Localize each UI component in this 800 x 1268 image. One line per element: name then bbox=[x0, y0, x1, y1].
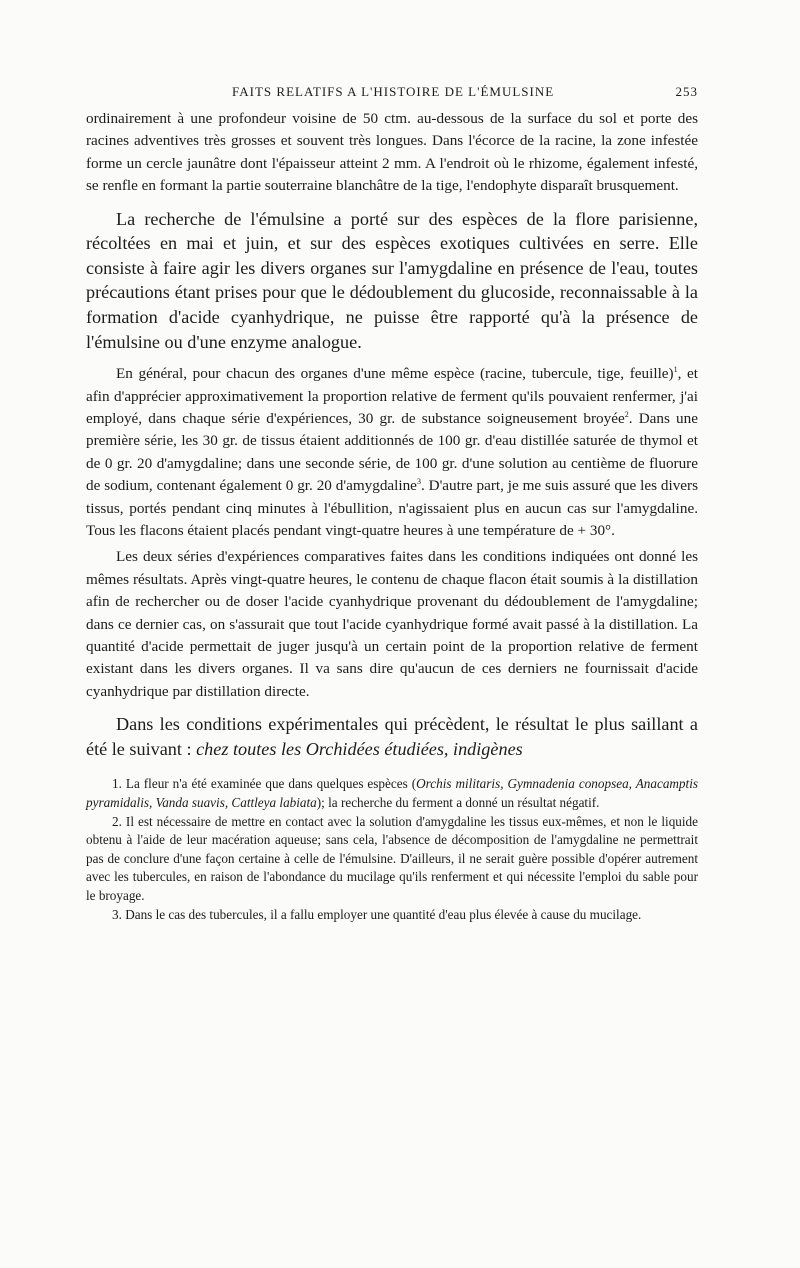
method-text-2: , et afin d'apprécier approximativement la proportion relative de ferment qu'ils pouvaient renfermer, j'ai employé, dans chaque série d'expériences, 30 gr. de substance soigneusement broyée bbox=[86, 365, 698, 427]
method-text-1: En général, pour chacun des organes d'une même espèce (racine, tubercule, tige, feuille) bbox=[116, 365, 674, 383]
paragraph-method bbox=[86, 363, 698, 542]
page-number: 253 bbox=[675, 84, 698, 99]
conclusion-text: Dans les conditions expérimentales qui précèdent, le résultat le plus saillant a été le suivant : bbox=[86, 714, 698, 759]
footnote-3-number: 3. bbox=[112, 906, 122, 922]
running-head bbox=[86, 84, 698, 108]
footnote-1-text-a: La fleur n'a été examinée que dans quelques espèces ( bbox=[125, 776, 417, 792]
running-title: FAITS RELATIFS A L'HISTOIRE DE L'ÉMULSINE bbox=[232, 84, 555, 99]
paragraph-continuation: ordinairement à une profondeur voisine de 50 ctm. au-dessous de la surface du sol et porte des racines adventives très grosses et souvent très longues. Dans l'écorce de la racine, la zone infestée forme un cercle jaunâtre dont l'épaisseur atteint 2 mm. A l'endroit où le rhizome, également infesté, se renfle en formant la partie souterraine blanchâtre de la tige, l'endophyte disparaît brusquement. bbox=[86, 110, 698, 195]
footnote-2-number: 2. bbox=[112, 813, 122, 829]
footnote-1-species: Orchis militaris, Gymnadenia conopsea, Anacamptis pyramidalis, Vanda suavis, Cattleya labiata bbox=[86, 776, 698, 811]
footnote-1 bbox=[86, 775, 698, 812]
footnote-ref-1: 1 bbox=[673, 365, 678, 375]
footnote-3 bbox=[86, 906, 698, 925]
footnote-3-text: Dans le cas des tubercules, il a fallu employer une quantité d'eau plus élevée à cause du mucilage. bbox=[125, 906, 642, 922]
footnote-1-number: 1. bbox=[112, 776, 122, 792]
paragraph-emulsine-research: La recherche de l'émulsine a porté sur des espèces de la flore parisienne, récoltées en mai et juin, et sur des espèces exotiques cultivées en serre. Elle consiste à faire agir les divers organes sur l'amygdaline en présence de l'eau, toutes précautions étant prises pour que le dédoublement du glucoside, reconnaissable à la formation d'acide cyanhydrique, ne puisse être rapporté qu'à la présence de l'émulsine ou d'une enzyme analogue. bbox=[86, 208, 698, 352]
footnote-2 bbox=[86, 813, 698, 906]
footnote-ref-3: 3 bbox=[416, 477, 421, 487]
footnote-1-text-b: ); la recherche du ferment a donné un résultat négatif. bbox=[316, 795, 600, 811]
method-text-4: . D'autre part, je me suis assuré que les divers tissus, portés pendant cinq minutes à l'ébullition, n'agissaient plus en aucun cas sur l'amygdaline. Tous les flacons étaient placés pendant vingt-quatre heures à une température de + 30°. bbox=[86, 477, 699, 540]
paragraph-results: Les deux séries d'expériences comparatives faites dans les conditions indiquées ont donné les mêmes résultats. Après vingt-quatre heures, le contenu de chaque flacon était soumis à la distillation afin de rechercher ou de doser l'acide cyanhydrique provenant du dédoublement de l'amygdaline; dans ce dernier cas, on s'assurait que tout l'acide cyanhydrique formé avait passé à la distillation. La quantité d'acide permettait de juger jusqu'à un certain point de la proportion relative de ferment existant dans les divers organes. Il va sans dire qu'aucun de ces derniers ne fournissait d'acide cyanhydrique par distillation directe. bbox=[86, 548, 698, 700]
footnote-ref-2: 2 bbox=[624, 409, 629, 419]
footnote-2-text: Il est nécessaire de mettre en contact avec la solution d'amygdaline les tissus eux-mêmes, et non le liquide obtenu à l'aide de leur macération aqueuse; sans cela, l'absence de décomposition de l'amygdaline ne permettrait pas de conclure d'une façon certaine à celle de l'émulsine. D'ailleurs, il ne serait guère possible d'opérer autrement avec les tubercules, en raison de l'abondance du mucilage qu'ils renferment et qui nécessite l'emploi du sable pour le broyage. bbox=[86, 813, 698, 904]
paragraph-conclusion bbox=[86, 712, 698, 761]
method-text-3: . Dans une première série, les 30 gr. de tissus étaient additionnés de 100 gr. d'eau distillée saturée de thymol et de 0 gr. 20 d'amygdaline; dans une seconde série, de 100 gr. d'une solution au centième de fluorure de sodium, contenant également 0 gr. 20 d'amygdaline bbox=[86, 410, 698, 495]
conclusion-emphasis: chez toutes les Orchidées étudiées, indigènes bbox=[196, 738, 523, 759]
footnotes bbox=[86, 775, 698, 924]
